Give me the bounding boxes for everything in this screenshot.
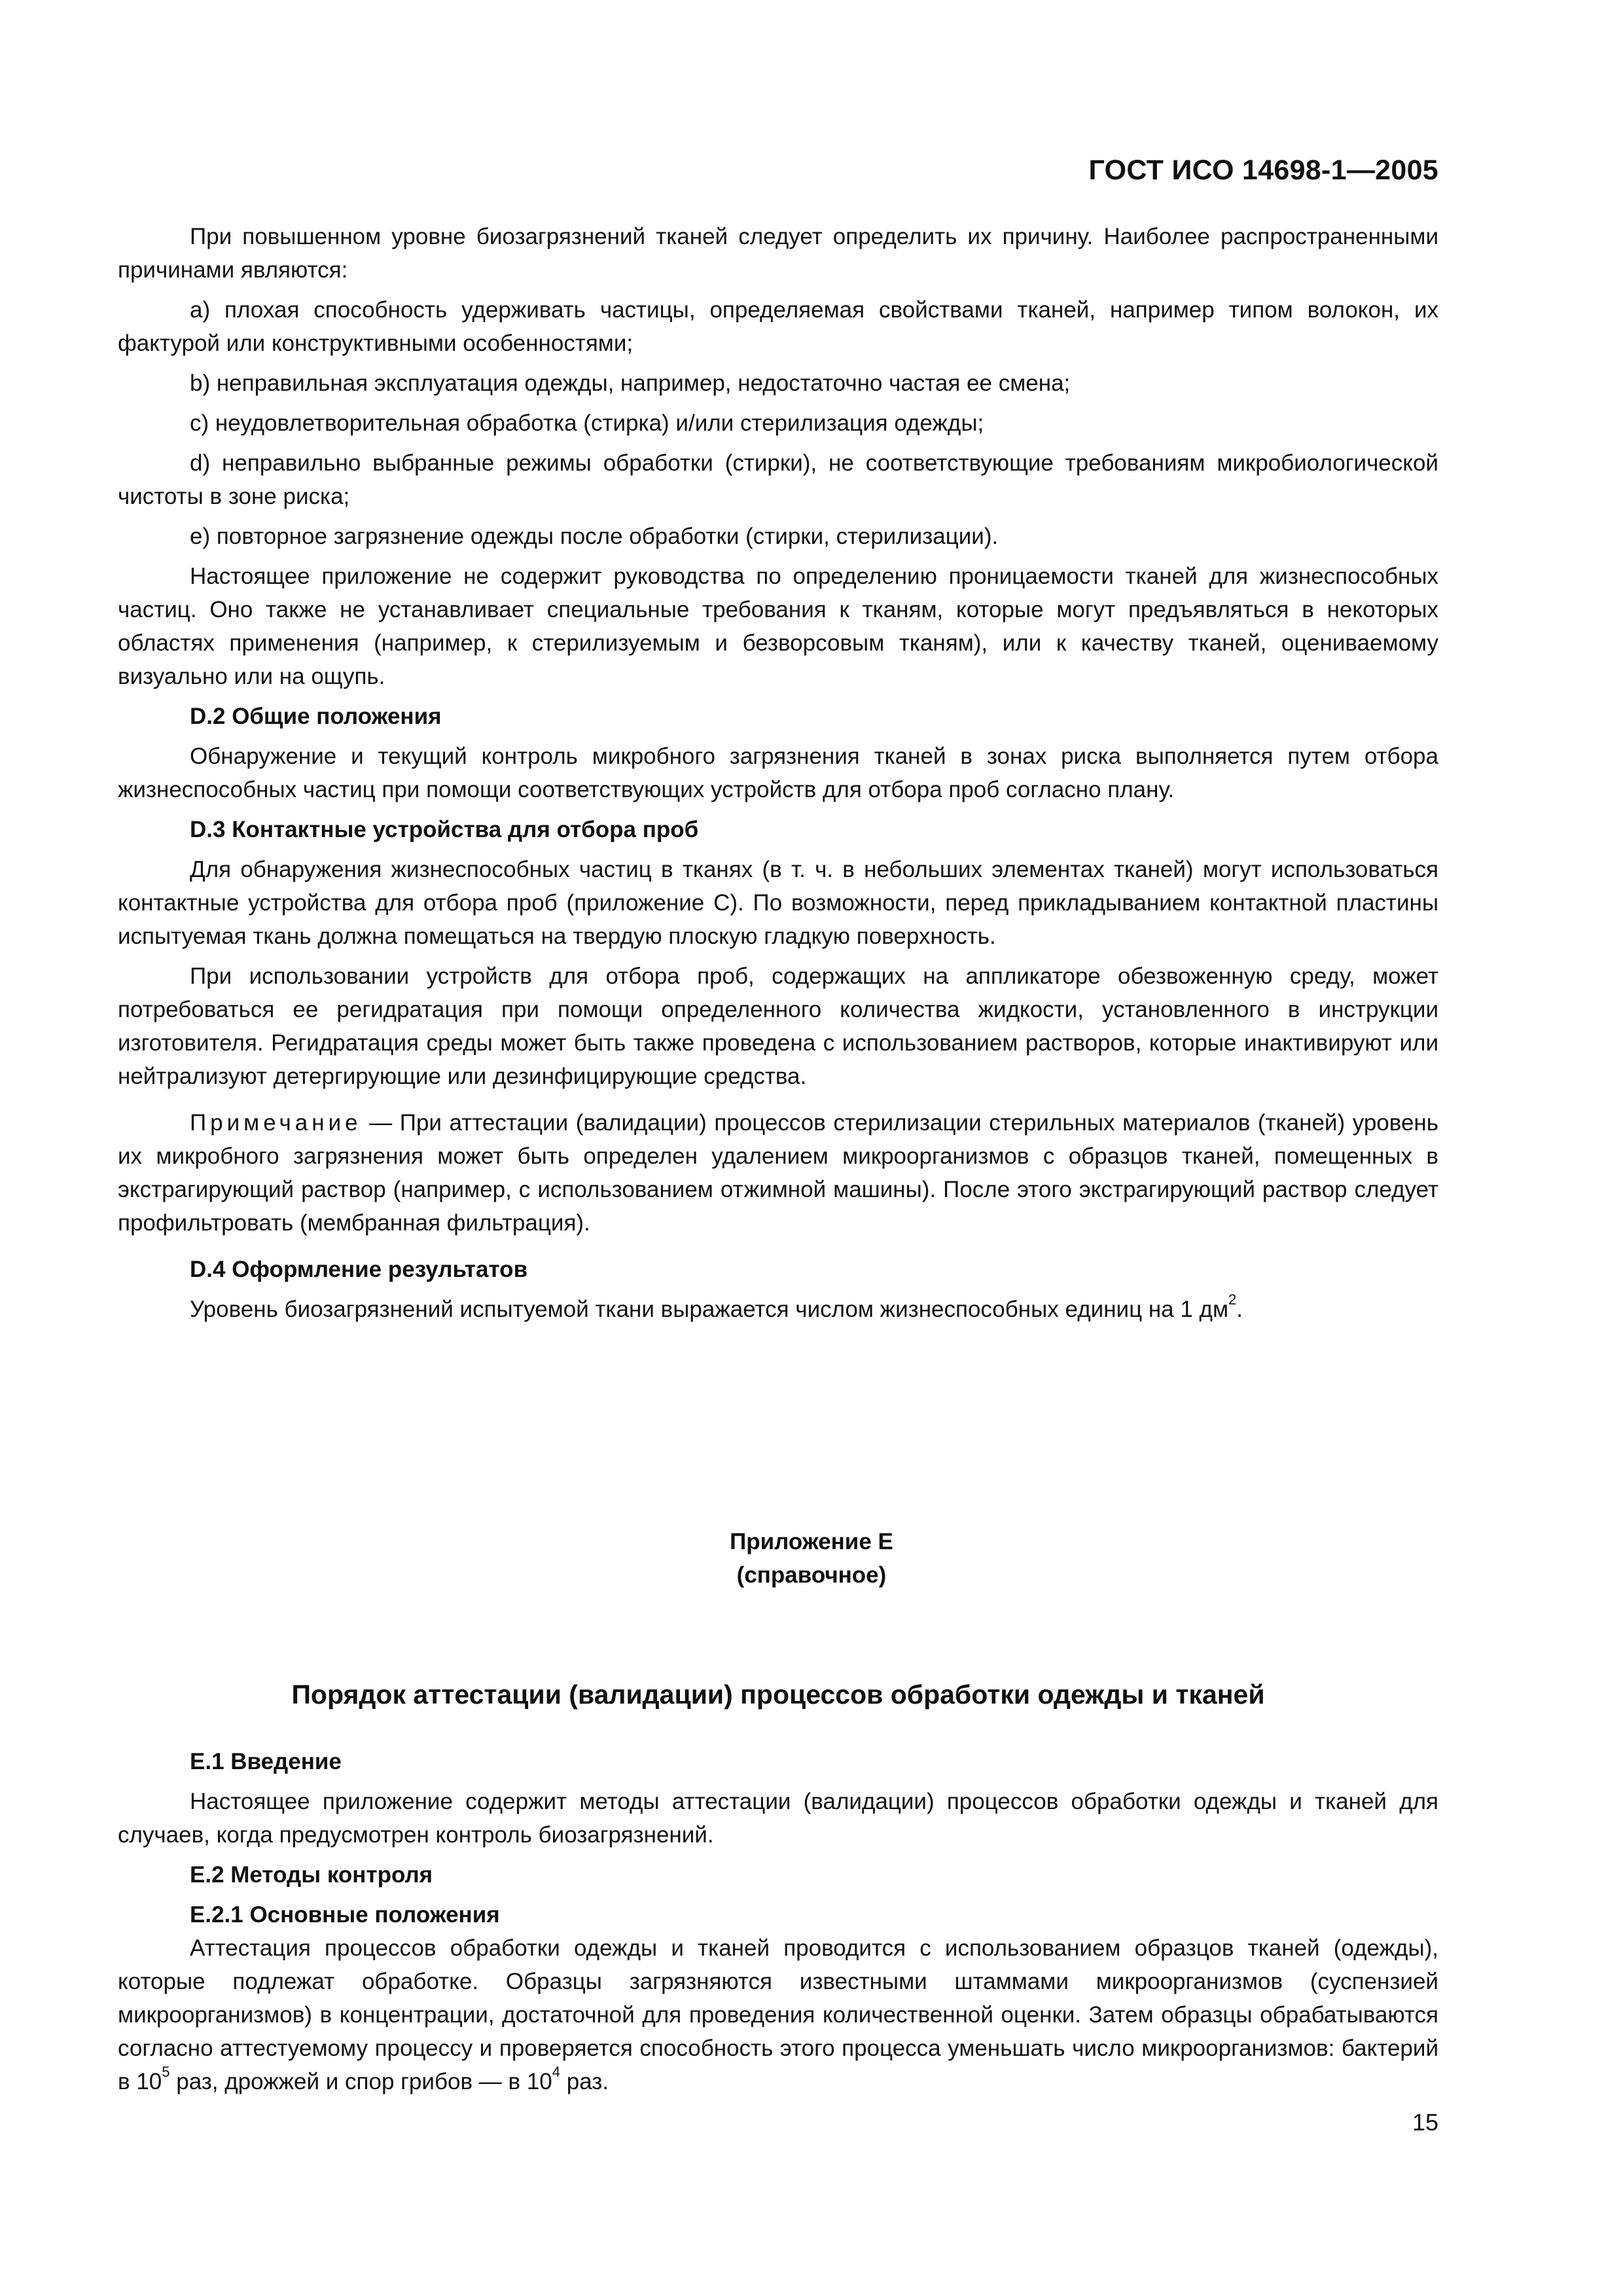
annex-e-title: Приложение Е [730, 1529, 893, 1554]
cause-item-b: b) неправильная эксплуатация одежды, например, недостаточно частая ее смена; [190, 370, 1071, 396]
e21-exponent-1: 5 [162, 2064, 170, 2081]
d4-text-body: Уровень биозагрязнений испытуемой ткани выражается числом жизнеспособных единиц на 1 дм [190, 1297, 1229, 1322]
e21-exponent-2: 4 [552, 2064, 561, 2081]
cause-item-e: e) повторное загрязнение одежды после обработки (стирки, стерилизации). [190, 524, 999, 549]
section-d2-text: Обнаружение и текущий контроль микробного загрязнения тканей в зонах риска выполняется путем отбора жизнеспособных частиц при помощи соответствующих устройств для отбора проб согласно плану. [118, 744, 1438, 802]
section-e1-heading: Е.1 Введение [190, 1749, 342, 1774]
upper-body [118, 220, 1438, 1326]
annex-e-status: (справочное) [736, 1562, 887, 1588]
note-text: — При аттестации (валидации) процессов стерилизации стерильных материалов (тканей) уровень их микробного загрязнения может быть определен удалением микроорганизмов с образцов тканей, помещенных в экстрагирующий раствор (например, с использованием отжимной машины). После этого экстрагирующий раствор следует профильтровать (мембранная фильтрация). [118, 1110, 1438, 1236]
e21-text-tail: раз. [560, 2069, 609, 2094]
section-d4-text [118, 1293, 1438, 1326]
section-e21-text [118, 1931, 1438, 2098]
section-e1-text: Настоящее приложение содержит методы аттестации (валидации) процессов обработки одежды и тканей для случаев, когда предусмотрен контроль биозагрязнений. [118, 1789, 1438, 1848]
section-e2-heading: Е.2 Методы контроля [190, 1862, 433, 1888]
lower-body [118, 1745, 1438, 2098]
d4-text-tail: . [1236, 1297, 1243, 1322]
document-header: ГОСТ ИСО 14698-1—2005 [1088, 154, 1438, 186]
e21-text-body: Аттестация процессов обработки одежды и тканей проводится с использованием образцов тканей (одежды), которые подлежат обработке. Образцы загрязняются известными штаммами микроорганизмов (суспензией микроорганизмов) в концентрации, достаточной для проведения количественной оценки. Затем образцы обрабатываются согласно аттестуемому процессу и проверяется способность этого процесса уменьшать число микроорганизмов: бактерий в 10 [118, 1935, 1438, 2094]
section-d3-paragraph-2: При использовании устройств для отбора проб, содержащих на аппликаторе обезвоженную среду, может потребоваться ее регидратация при помощи определенного количества жидкости, установленного в инструкции изготовителя. Регидратация среды может быть также проведена с использованием растворов, которые инактивируют или нейтрализуют детергирующие или дезинфицирующие средства. [118, 963, 1438, 1089]
note-label: Примечание [190, 1110, 362, 1136]
section-d2-heading: D.2 Общие положения [190, 704, 442, 729]
cause-item-d: d) неправильно выбранные режимы обработки (стирки), не соответствующие требованиям микробиологической чистоты в зоне риска; [118, 450, 1438, 509]
section-d3-paragraph-1: Для обнаружения жизнеспособных частиц в тканях (в т. ч. в небольших элементах тканей) могут использоваться контактные устройства для отбора проб (приложение С). По возможности, перед прикладыванием контактной пластины испытуемая ткань должна помещаться на твердую плоскую гладкую поверхность. [118, 857, 1438, 949]
e21-text-mid: раз, дрожжей и спор грибов — в 10 [169, 2069, 552, 2094]
annex-e-section-title: Порядок аттестации (валидации) процессов обработки одежды и тканей [291, 1679, 1265, 1710]
cause-item-c: c) неудовлетворительная обработка (стирка) и/или стерилизация одежды; [190, 410, 984, 436]
section-e21-heading: Е.2.1 Основные положения [190, 1902, 500, 1928]
intro-paragraph: При повышенном уровне биозагрязнений тканей следует определить их причину. Наиболее распространенными причинами являются: [118, 224, 1438, 283]
scope-paragraph: Настоящее приложение не содержит руководства по определению проницаемости тканей для жизнеспособных частиц. Оно также не устанавливает специальные требования к тканям, которые могут предъявляться в некоторых областях применения (например, к стерилизуемым и безворсовым тканям), или к качеству тканей, оцениваемому визуально или на ощупь. [118, 564, 1438, 689]
section-d4-heading: D.4 Оформление результатов [190, 1257, 528, 1282]
cause-item-a: a) плохая способность удерживать частицы, определяемая свойствами тканей, например типом волокон, их фактурой или конструктивными особенностями; [118, 297, 1438, 356]
section-d3-heading: D.3 Контактные устройства для отбора проб [190, 817, 699, 842]
page-number: 15 [1412, 2109, 1438, 2136]
section-d3-note [118, 1106, 1438, 1240]
d4-exponent: 2 [1228, 1291, 1237, 1308]
